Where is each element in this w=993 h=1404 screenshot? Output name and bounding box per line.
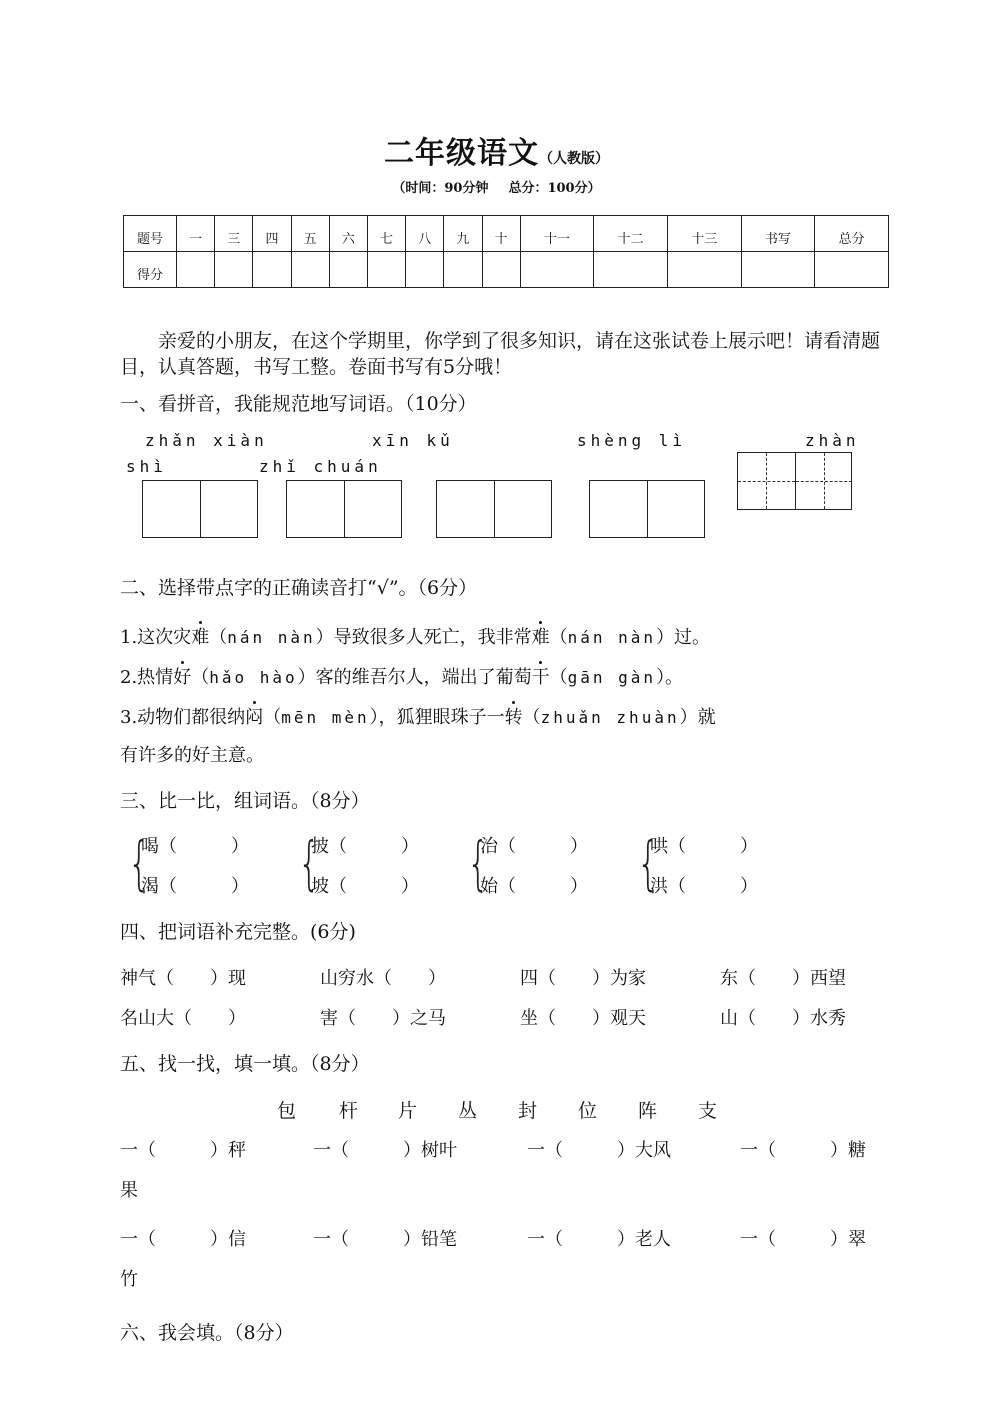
col-header: 七 [367,216,405,252]
section-6-title: 六、我会填。（8分） [120,1322,294,1344]
idiom-item[interactable]: 山（ ）水秀 [720,1008,846,1029]
brace-icon: { [637,829,660,897]
measure-word-item[interactable]: 一（ ）秤 [120,1140,246,1161]
pinyin: xīn kǔ [372,431,454,450]
word-bank-char: 支 [698,1100,718,1122]
col-header: 书写 [741,216,815,252]
col-header: 四 [253,216,291,252]
question-2-2: 2.热情好（hǎo hào）客的维吾尔人，端出了葡萄干（gān gàn）。 [120,667,684,688]
score-table-score-row [124,252,889,288]
page-title [0,128,993,172]
col-header: 十 [482,216,520,252]
section-2-title: 二、选择带点字的正确读音打“√”。（6分） [120,577,478,599]
word-bank-char: 封 [518,1100,538,1122]
compare-item[interactable]: 喝（ ） [141,836,249,857]
idiom-item[interactable]: 坐（ ）观天 [520,1008,646,1029]
score-table-header-row [124,216,889,252]
intro-paragraph: 亲爱的小朋友，在这个学期里，你学到了很多知识，请在这张试卷上展示吧！请看清题目，认真答题，书写工整。卷面书写有5分哦！ [120,330,881,378]
word-bank-char: 片 [398,1100,418,1122]
col-header: 十一 [520,216,594,252]
compare-item[interactable]: 洪（ ） [650,876,758,897]
pinyin-choice[interactable]: mēn mèn [281,708,370,727]
edition-label: （人教版） [539,151,609,167]
measure-word-item[interactable]: 一（ ）翠 [740,1229,866,1250]
pinyin-choice[interactable]: hǎo hào [209,668,298,687]
measure-word-item[interactable]: 一（ ）信 [120,1229,246,1250]
row-label: 得分 [124,252,177,288]
score-cell[interactable] [741,252,815,288]
pinyin-choice[interactable]: nán nàn [227,628,316,647]
compare-item[interactable]: 渴（ ） [141,876,249,897]
word-bank-char: 位 [578,1100,598,1122]
col-header: 八 [406,216,444,252]
score-cell[interactable] [253,252,291,288]
score-cell[interactable] [215,252,253,288]
col-header: 五 [291,216,329,252]
measure-word-item[interactable]: 一（ ）糖 [740,1140,866,1161]
section-1-title: 一、看拼音，我能规范地写词语。（10分） [120,393,477,415]
measure-word-item[interactable]: 一（ ）大风 [527,1140,671,1161]
writing-box[interactable] [589,480,705,538]
question-2-3: 3.动物们都很纳闷（mēn mèn），狐狸眼珠子一转（zhuǎn zhuàn）就 [120,707,716,728]
compare-item[interactable]: 坡（ ） [311,876,419,897]
idiom-item[interactable]: 神气（ ）现 [120,968,246,989]
word-bank-char: 杆 [339,1100,359,1122]
col-header: 九 [444,216,482,252]
total-label: 总分：100分） [508,181,601,196]
word-bank-char: 阵 [638,1100,658,1122]
score-cell[interactable] [520,252,594,288]
col-header: 一 [177,216,215,252]
title-text: 二年级语文 [384,136,539,171]
question-2-1: 1.这次灾难（nán nàn）导致很多人死亡，我非常难（nán nàn）过。 [120,627,711,648]
brace-icon: { [298,829,321,897]
pinyin: zhàn [805,431,860,450]
writing-box[interactable] [286,480,402,538]
score-table [123,215,889,288]
measure-word-continued: 果 [120,1180,138,1201]
col-header: 十二 [594,216,668,252]
idiom-item[interactable]: 名山大（ ） [120,1008,246,1029]
pinyin-choice[interactable]: gān gàn [567,668,657,687]
score-cell[interactable] [667,252,741,288]
score-cell[interactable] [444,252,482,288]
idiom-item[interactable]: 害（ ）之马 [320,1008,446,1029]
score-cell[interactable] [406,252,444,288]
measure-word-continued: 竹 [120,1269,138,1290]
idiom-item[interactable]: 东（ ）西望 [720,968,846,989]
pinyin-choice[interactable]: zhuǎn zhuàn [540,708,680,727]
word-bank-char: 丛 [458,1100,478,1122]
pinyin: shèng lì [577,431,687,450]
compare-item[interactable]: 披（ ） [311,836,419,857]
score-cell[interactable] [367,252,405,288]
writing-box[interactable] [436,480,552,538]
compare-item[interactable]: 哄（ ） [650,836,758,857]
compare-item[interactable]: 始（ ） [480,876,588,897]
score-cell[interactable] [594,252,668,288]
col-header: 总分 [815,216,889,252]
word-bank-char: 包 [277,1100,297,1122]
score-cell[interactable] [291,252,329,288]
writing-box[interactable] [142,480,258,538]
brace-icon: { [128,829,151,897]
pinyin: zhǐ chuán [259,457,382,476]
score-cell[interactable] [482,252,520,288]
exam-info [0,177,993,196]
section-5-title: 五、找一找，填一填。（8分） [120,1053,370,1075]
brace-icon: { [467,829,490,897]
measure-word-item[interactable]: 一（ ）铅笔 [313,1229,457,1250]
score-cell[interactable] [329,252,367,288]
col-header: 十三 [667,216,741,252]
score-cell[interactable] [815,252,889,288]
compare-item[interactable]: 治（ ） [480,836,588,857]
pinyin: shì [126,457,167,476]
question-2-3-continued: 有许多的好主意。 [120,745,264,766]
score-cell[interactable] [177,252,215,288]
section-4-title: 四、把词语补充完整。(6分) [120,921,356,943]
idiom-item[interactable]: 山穷水（ ） [320,968,446,989]
pinyin: zhǎn xiàn [145,431,268,450]
measure-word-item[interactable]: 一（ ）老人 [527,1229,671,1250]
section-3-title: 三、比一比，组词语。（8分） [120,790,370,812]
tian-grid-box[interactable] [737,452,852,510]
idiom-item[interactable]: 四（ ）为家 [520,968,646,989]
col-header: 三 [215,216,253,252]
col-header: 六 [329,216,367,252]
time-label: （时间：90分钟 [392,181,489,196]
pinyin-choice[interactable]: nán nàn [567,628,657,647]
measure-word-item[interactable]: 一（ ）树叶 [313,1140,457,1161]
row-label: 题号 [124,216,177,252]
